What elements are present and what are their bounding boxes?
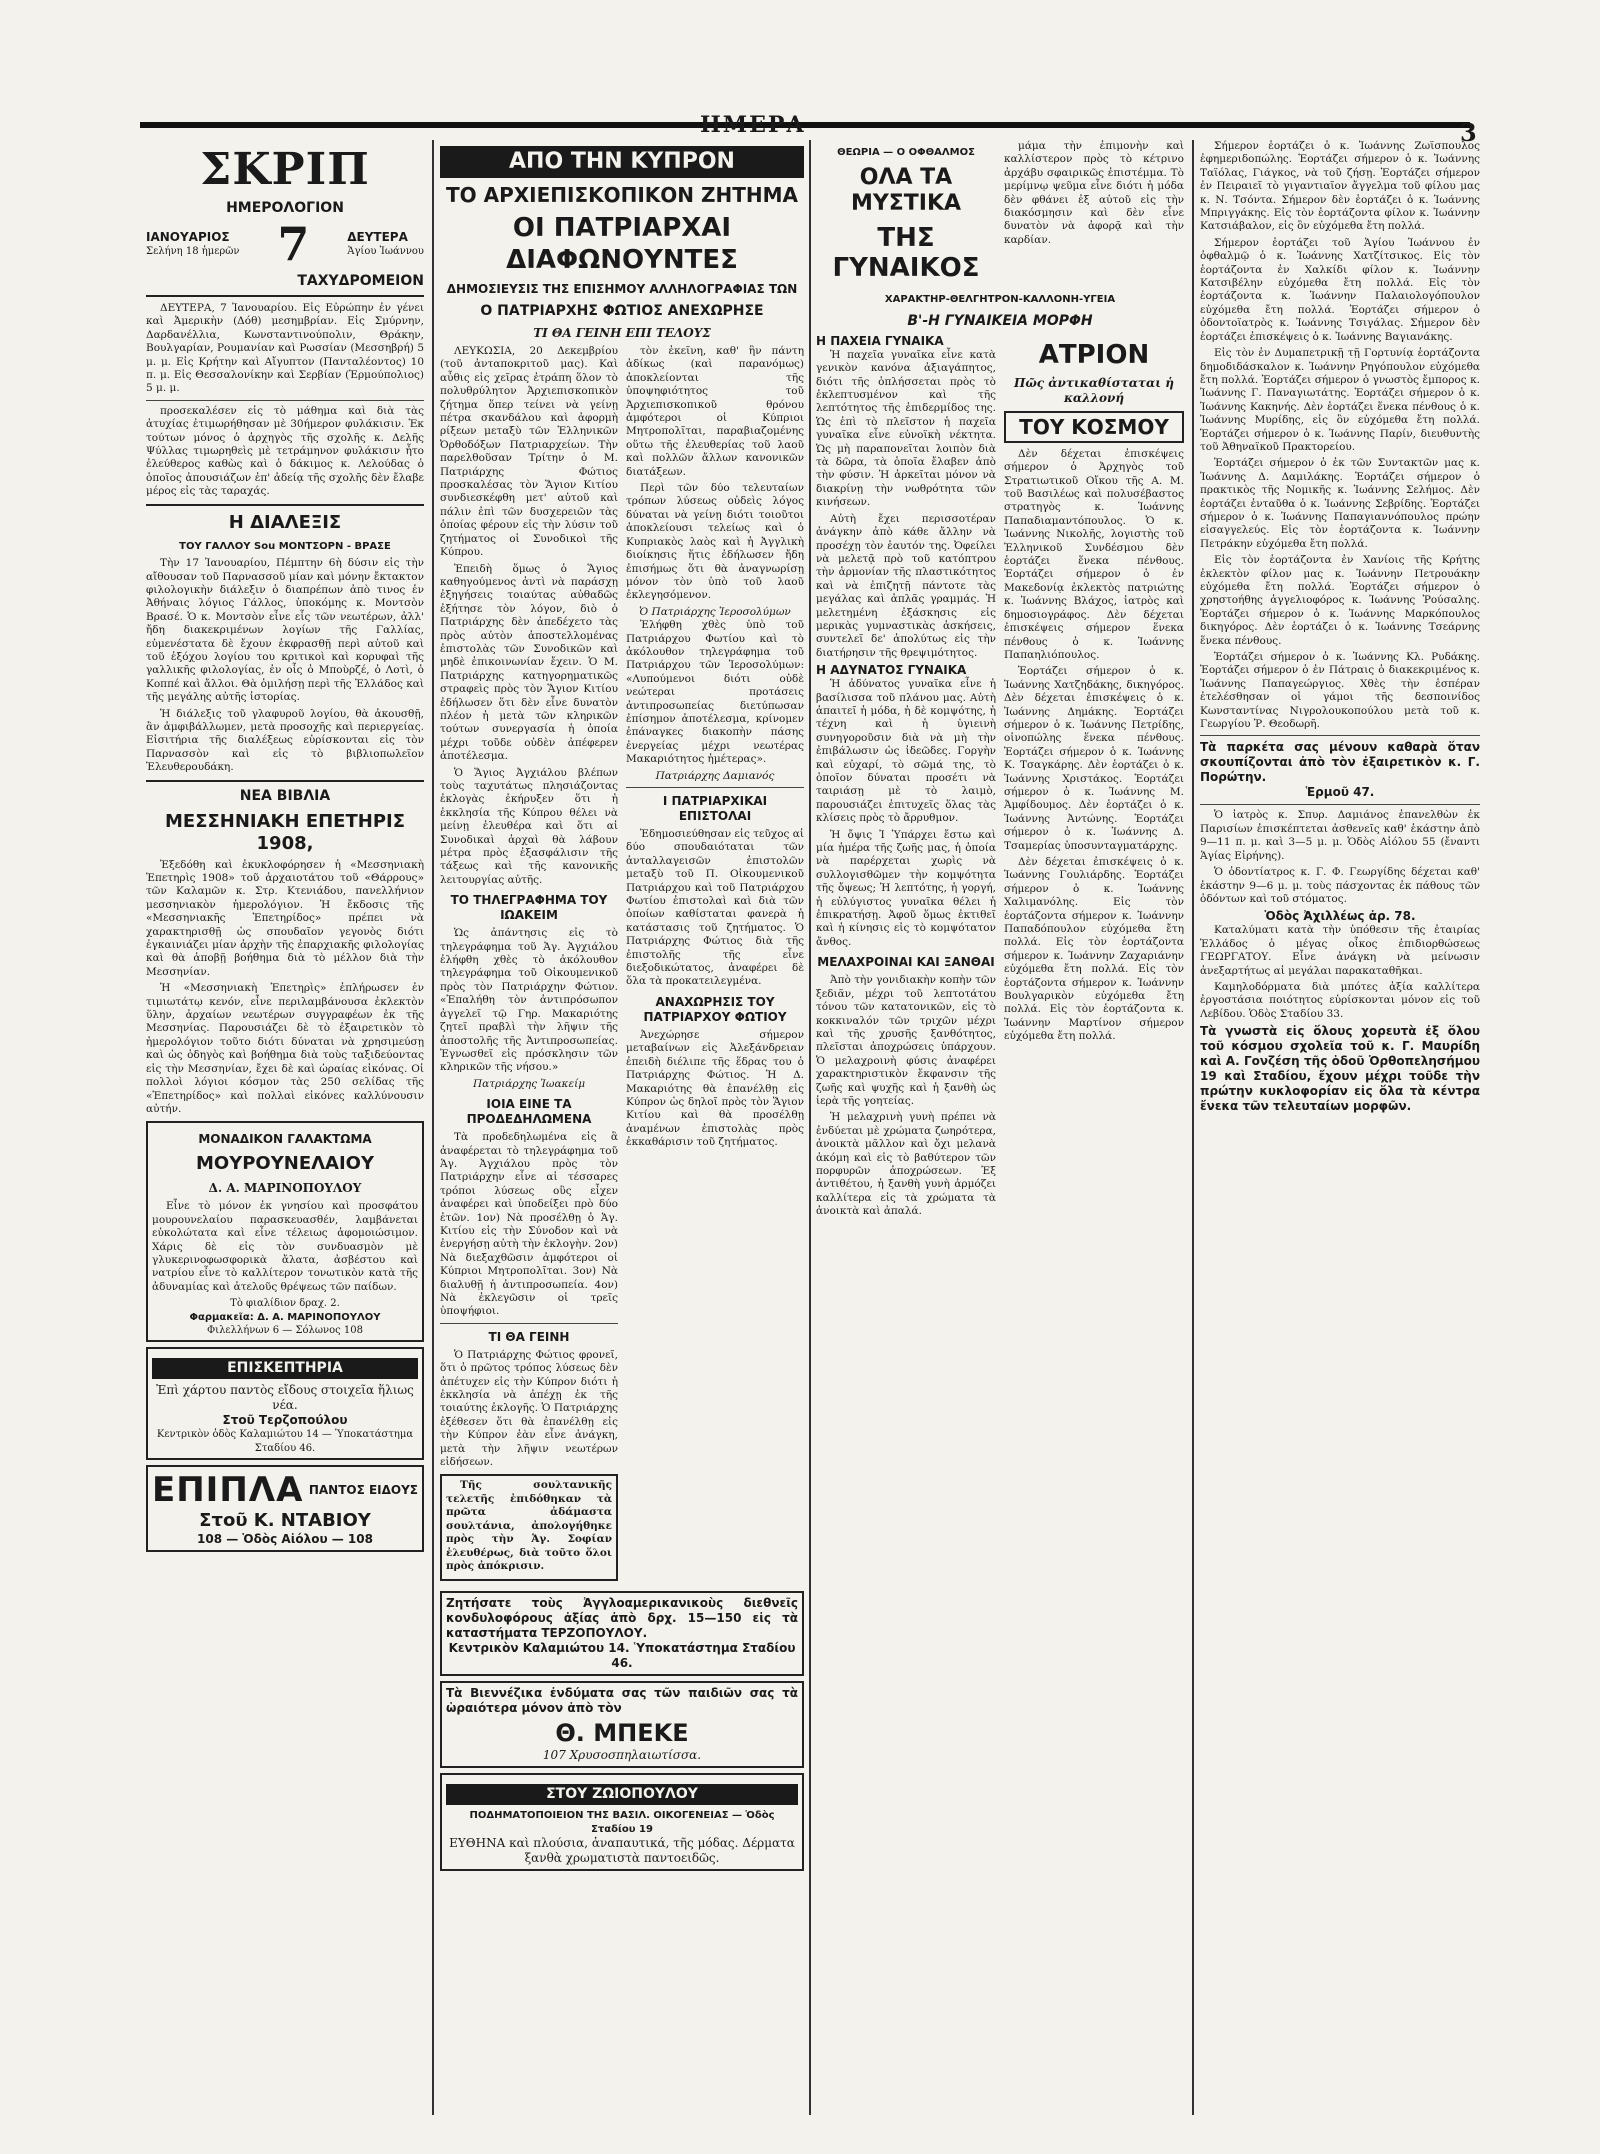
yearbook-text: Ἐξεδόθη καὶ ἐκυκλοφόρησεν ἡ «Μεσσηνιακὴ Ἐπετηρὶς 1908» τοῦ ἀρχαιοτάτου τοῦ «Θάρρους» τῶν Καλαμῶν κ. Στρ. Κτενιάδου, πανελλήνιον μεσσηνιακὸν ἡμερολόγιον. Ἡ ἔκδοσις τῆς «Μεσσηνιακῆς Ἐπετηρίδος» πρέπει νὰ χαρακτηρισθῇ ὡς σπουδαῖον γεγονὸς διότι ἐγκαινιάζει μίαν ἀρχὴν τῆς ἐπαρχιακῆς φιλολογίας καὶ θὰ ἀποβῇ βοήθημα διὰ τὸ μέλλον διὰ τὴν Μεσσηνίαν.: [146, 858, 424, 978]
column-divider: [1192, 140, 1194, 2115]
yearbook-title: ΜΕΣΣΗΝΙΑΚΗ ΕΠΕΤΗΡΙΣ 1908,: [164, 810, 406, 854]
furniture-address: 108 — Ὁδὸς Αἰόλου — 108: [197, 1532, 373, 1547]
dairy-name: ΜΟΥΡΟΥΝΕΛΑΙΟΥ: [195, 1153, 375, 1175]
head-strip: ΘΕΩΡΙΑ — Ο ΟΦΘΑΛΜΟΣ: [837, 147, 975, 158]
headline-3: ΔΗΜΟΣΙΕΥΣΙΣ ΤΗΣ ΕΠΙΣΗΜΟΥ ΑΛΛΗΛΟΓΡΑΦΙΑΣ ΤΩΝ: [446, 282, 798, 296]
column-divider: [809, 140, 811, 2115]
col4-text-11: Τὰ γνωστὰ εἰς ὅλους χορευτὰ ἐξ ὅλου τοῦ κόσμου σχολεῖα τοῦ κ. Γ. Μαυρίδη καὶ Α. Γονζέση τῆς ὁδοῦ Ὀρθοπελησήμου 19 καὶ Σταδίου, ἔχουν μέχρι τοῦδε τὴν πρώτην κυκλοφορίαν εἰς ὅλα τὰ κέντρα ἔνεκα τῶν τελευταίων μορφῶν.: [1200, 1024, 1480, 1114]
sec2-title: Η ΑΔΥΝΑΤΟΣ ΓΥΝΑΙΚΑ: [816, 663, 967, 678]
divider: [146, 504, 424, 506]
lecture-text: Τὴν 17 Ἰανουαρίου, Πέμπτην 6ὴ δύσιν εἰς τὴν αἴθουσαν τοῦ Παρνασσοῦ μίαν καὶ μόνην ἔκτακτον φιλολογικὴν διάλεξιν ὁ διαπρέπων ἀπὸ τινος ἐν Ἀθήναις λόγιος Γάλλος, ὑποκόμης κ. Μοντσὸν Βρασέ. Ὁ κ. Μοντσὸν εἶνε εἷς τῶν νεωτέρων, ἀλλ' ἤδη διακεκριμένων λογίων τῆς Γαλλίας, εὐμενέστατα δὲ ἔχουν ἐκφρασθῇ περὶ αὐτοῦ καὶ τοῦ ἐξόχου λογίου του κριτικοὶ καὶ κορυφαὶ τῆς γαλλικῆς φιλολογίας, ἐν οἷς ὁ Μποὺρζέ, ὁ Λοτὶ, ὁ Κοππέ καὶ ἄλλοι. Θὰ ὁμιλήσῃ περὶ τῆς Ἑλλάδος καὶ τῆς μεγάλης αὐτῆς ἱστορίας.: [146, 557, 424, 704]
col4-text-2: Σήμερον ἑορτάζει τοῦ Ἁγίου Ἰωάννου ἐν ὀφθαλμῷ ὁ κ. Ἰωάννης Χατζίτσικος. Εἰς τὸν ἑορτάζοντα ἐν Χαλκίδι φίλον κ. Ἰωάννην Κατσιβέλην εὐχόμεθα ἔτη πολλά. Εἰς τὸν ἑορτάζοντα κ. Ἰωάννην Παλαιολογόπουλον εὐχόμεθα ἔτη πολλά. Ἑορτάζει σήμερον ὁ ὀδοντοϊατρὸς κ. Ἰωάννης Τσιγάλας. Σήμερον δὲν ἑορτάζει ἐπισκέψεις ὁ κ. Ἰωάννης Βαγιανάκης.: [1200, 236, 1480, 343]
article-text-3: Ἐλήφθη χθὲς ὑπὸ τοῦ Πατριάρχου Φωτίου καὶ τὸ ἀκόλουθον τηλεγράφημα τοῦ Πατριάρχου τῶν Ἱεροσολύμων: «Λυπούμενοι διότι οὐδὲ νεώτεραι προτάσεις ἀντιπροσωπείας διετύπωσαν ἐπίσημον ἀποτέλεσμα, κρίνομεν ἐπάναγκες διακοπὴν πάσης ἐνεργείας μέχρι νεωτέρας Μακαριότητος ἡμέτερας».: [626, 619, 804, 766]
divider: [1200, 735, 1480, 736]
clothes-ad-address: 107 Χρυσοσπηλαιωτίσσα.: [542, 1748, 702, 1763]
column-1: [146, 140, 424, 2120]
post-title: ΤΑΧΥΔΡΟΜΕΙΟΝ: [297, 273, 424, 289]
article-column-b: [626, 345, 804, 1586]
telegram-signature: Πατριάρχης Ἰωακείμ: [472, 1077, 586, 1090]
telegram-title: ΤΟ ΤΗΛΕΓΡΑΦΗΜΑ ΤΟΥ ΙΩΑΚΕΙΜ: [450, 893, 608, 923]
dairy-ad: [146, 1121, 424, 1342]
women-subhead: ΧΑΡΑΚΤΗΡ-ΘΕΛΓΗΤΡΟΝ-ΚΑΛΛΟΝΗ-ΥΓΕΙΑ: [884, 294, 1116, 306]
sec1-title: Η ΠΑΧΕΙΑ ΓΥΝΑΙΚΑ: [816, 333, 944, 348]
col4-address-8: Ὁδὸς Ἀχιλλέως ἀρ. 78.: [1264, 909, 1416, 924]
women-headline-block: [816, 140, 996, 287]
furniture-shop: Στοῦ Κ. ΝΤΑΒΙΟΥ: [199, 1510, 371, 1532]
dairy-owner: Δ. Α. ΜΑΡΙΝΟΠΟΥΛΟΥ: [208, 1181, 362, 1196]
calendar-block: [146, 217, 424, 271]
calendar-day: 7: [277, 217, 310, 271]
col4-text-7: Ὁ ἰατρὸς κ. Σπυρ. Δαμιάνος ἐπανελθὼν ἐκ Παρισίων ἐπισκέπτεται ἀσθενεῖς καθ' ἑκάστην ἀπὸ 9—11 π. μ. καὶ 3—5 μ. μ. Ὁδὸς Αἰόλου 55 (ἔναντι Ἁγίας Εἰρήνης).: [1200, 809, 1480, 862]
page-number: 3: [1460, 118, 1477, 147]
pharmacy: Φαρμακεῖα: Δ. Α. ΜΑΡΙΝΟΠΟΥΛΟΥ: [189, 1311, 381, 1323]
society-text: Δὲν δέχεται ἐπισκέψεις σήμερον ὁ Ἀρχηγὸς τοῦ Στρατιωτικοῦ Οἴκου τῆς Α. Μ. τοῦ Βασιλέως καὶ πολυσέβαστος στρατηγὸς κ. Ἰωάννης Παπαδιαμαντόπουλος. Ὁ κ. Ἰωάννης Νικολῆς, λογιστὴς τοῦ Ἐλληνικοῦ Συνδέσμου δὲν ἑορτάζει ἕνεκα πένθους. Ἑορτάζει σήμερον ὁ ἐν Μακεδονίᾳ ἐκλεκτὸς πατριώτης κ. Ἰωάννης Βλάχος, ἰατρὸς καὶ δημοσιογράφος. Δὲν δέχεται ἐπισκέψεις σήμερον ἕνεκα πένθους ὁ κ. Ἰωάννης Παπαηλιόπουλος.: [1004, 447, 1184, 661]
col4-text-3: Εἰς τὸν ἐν Δυμαπετρικῇ τῇ Γορτυνίᾳ ἑορτάζοντα δημοδιδάσκαλον κ. Ἰωάννην Ρηγόπουλον εὐχόμεθα ἔτη πολλά. Ἑορτάζει σήμερον ὁ γνωστὸς ἔμπορος κ. Ἰωάννης Γ. Παναγιωτάτης. Ἑορτάζει σήμερον ὁ κ. Ἰωάννης Κακηνής. Δὲν ἑορτάζει ἕνεκα πένθους ὁ κ. Ἰωάννης Μυρίδης, εἰς ὃν εὐχόμεθα ἔτη πολλά. Ἑορτάζει σήμερον ὁ κ. Ἰωάννης Παρίν, διευθυντὴς τοῦ Ἀθηναϊκοῦ Πρακτορείου.: [1200, 347, 1480, 453]
col4-text-9: Καταλύματι κατὰ τὴν ὑπόθεσιν τῆς ἐταιρίας Ἑλλάδος ὁ μέγας οἶκος ἐπιδιορθώσεως ΓΕΩΡΓΑΤΟΥ. Εἶνε ἀνάγκη νὰ μείνωσιν ἀνεξαρτήτως αἱ μεγάλαι παρακαταθῆκαι.: [1200, 924, 1480, 977]
column-3: [816, 140, 1184, 2120]
lecture-title: Η ΔΙΑΛΕΞΙΣ: [228, 511, 342, 533]
furniture-subtitle: ΠΑΝΤΟΣ ΕΙΔΟΥΣ: [308, 1482, 418, 1497]
post-text: ΔΕΥΤΕΡΑ, 7 Ἰανουαρίου. Εἰς Εὐρώπην ἐν γένει καὶ Ἀμερικὴν (Δόθ) μεσημβρίαν. Εἰς Σμύρνην, Δαρδανέλλια, Κωνσταντινούπολιν, Θράκην, Βουλγαρίαν, Ρουμανίαν καὶ Ρωσσίαν (Μεσσηβρή) 5 μ. μ. Εἰς Κρήτην καὶ Αἴγυπτον (Πανταλέοντος) 10 π. μ. Εἰς Θεσσαλονίκην καὶ Σερβίαν (Ἑρμούπολιος) 5 μ. μ.: [146, 302, 424, 395]
column-divider: [432, 140, 434, 2115]
calendar-weekday: ΔΕΥΤΕΡΑ: [347, 229, 408, 244]
calendar-month: ΙΑΝΟΥΑΡΙΟΣ: [146, 229, 230, 244]
shoes-ad-text: ΕΥΘΗΝΑ καὶ πλούσια, ἀναπαυτικά, τῆς μόδας. Δέρματα ξανθὰ χρωματιστὰ παντοειδῶς.: [449, 1836, 795, 1866]
running-header: ΗΜΕΡΑ: [700, 112, 806, 138]
top-text-block: [1004, 140, 1184, 287]
column-4: [1200, 140, 1480, 2120]
cards-ad: [146, 1347, 424, 1460]
sec3-text: Ἀπὸ τὴν γονιδιακὴν κοπὴν τῶν ξεδιᾶν, μέχρι τοῦ λεπτοτάτου τόνου τῶν κατατονικῶν, εἰς τὸ κοκκιναλόν τῶν τριχῶν μέχρι καὶ τῆς χρυσῆς ξανθότητος, πλεῖσται ἀποχρώσεις ὑπάρχουν. Ὁ μελαχροινὴ φύσις ἀναφέρει χαρακτηριστικὸν ἔκφανσιν τῆς ζωῆς καὶ ψυχῆς καὶ ἡ ξανθὴ ὡς ἱερὰ τῆς γοητείας.: [816, 974, 996, 1107]
lead-text-3: Ὁ Ἅγιος Ἀγχιάλου βλέπων τοὺς ταχυτάτως πλησιάζοντας ἐκλογὰς ἐκήρυξεν ὅτι ἡ ἐκκλησία τῆς Κύπρου θέλει νὰ μείνῃ ἐλευθέρα καὶ ὅτι αἱ Συνοδικαὶ ἀρχαὶ θὰ λάβουν μέτρα πρὸς ἐξασφάλισιν τῆς τάξεως καὶ τῆς κανονικῆς λειτουργίας αὐτῆς.: [440, 766, 618, 886]
col4-text-8: Ὁ ὀδοντίατρος κ. Γ. Φ. Γεωργίδης δέχεται καθ' ἑκάστην 9—6 μ. μ. τοὺς πάσχοντας ἐκ πάθους τῶν ὀδόντων καὶ τοῦ στόματος.: [1200, 866, 1480, 905]
top-text: μάμα τὴν ἐπιμονὴν καὶ καλλίστερον πρὸς τὸ κέτρινο ἀρχάβυ σφαιρικῶς ἐπιστέμμα. Τὸ μερίμνῳ ψεῦμα εἶνε διότι ἡ μόδα δὲν φθάνει ἐξ αὐτοῦ εἰς τὴν διακόσμησιν καὶ δὲν εἶνε δυνατὸν νὰ ἀφορᾷ καὶ τὴν καρδίαν.: [1004, 140, 1184, 246]
shoes-ad-title: ΣΤΟΥ ΖΩΙΟΠΟΥΛΟΥ: [446, 1784, 798, 1805]
dairy-title: ΜΟΝΑΔΙΚΟΝ ΓΑΛΑΚΤΩΜΑ: [198, 1132, 372, 1147]
women-headline-1: ΟΛΑ ΤΑ ΜΥΣΤΙΚΑ: [850, 165, 962, 217]
atrion-title: ΑΤΡΙΟΝ: [1038, 339, 1150, 370]
pharmacy-address: Φιλελλήνων 6 — Σόλωνος 108: [206, 1324, 364, 1336]
parquet-ad: Τὰ παρκέτα σας μένουν καθαρὰ ὅταν σκουπίζονται ἀπὸ τὸν ἐξαιρετικὸν κ. Γ. Πορώτην.: [1200, 740, 1480, 785]
sec3-text-2: Ἡ μελαχρινὴ γυνὴ πρέπει νὰ ἐνδύεται μὲ χρώματα ζωηρότερα, ἀνοικτὰ μᾶλλον καὶ ὄχι μελανὰ ἀκόμη καὶ εἰς τὸ βαθύτερον τῶν πορφυρῶν ἀποχρώσεων. Ἐξ ἀντιθέτου, ἡ ξανθὴ γυνὴ ἀρμόζει καλλίτερα εἰς τὰ χρώματα τὰ ἀνοικτὰ καὶ ἀπαλά.: [816, 1111, 996, 1218]
sec1-text-2: Αὐτὴ ἔχει περισσοτέραν ἀνάγκην ἀπὸ κάθε ἄλλην νὰ προσέχῃ τὸν ἑαυτόν της. Ὀφείλει νὰ μελετᾷ πρὸ τοῦ κατόπτρου τὴν ἁρμονίαν τῆς πλαστικότητος καὶ νὰ ἐπιζητῇ πάντοτε τὰς μεγάλας καὶ ἁπλᾶς γραμμάς. Ἡ μελετημένη ἐξάσκησις εἰς μερικὰς γυμναστικὰς ἀσκήσεις, συντελεῖ δε' ἀπολύτως εἰς τὴν διατήρησιν τῆς θρεψιμότητος.: [816, 512, 996, 659]
shoes-ad-subtitle: ΠΟΔΗΜΑΤΟΠΟΙΕΙΟΝ ΤΗΣ ΒΑΣΙΛ. ΟΙΚΟΓΕΝΕΙΑΣ — Ὁδὸς Σταδίου 19: [469, 1810, 775, 1835]
shoes-ad: [440, 1773, 804, 1871]
dairy-text: Εἶνε τὸ μόνον ἐκ γνησίου καὶ προσφάτου μουρουνελαίου παρασκευασθέν, λαμβάνεται εὐκολώτατα καὶ εἶνε τέλειως ἀφομοιώσιμον. Χάρις δὲ εἰς τὸν συνδυασμὸν μὲ γλυκερινοφωσφορικὰ ἄλατα, ἀσβέστου καὶ νατρίου εἶνε τὸ καλλίτερον τονωτικὸν κατὰ τῆς ἀδυναμίας καὶ ἀτελοῦς θρέψεως τῶν παίδων.: [152, 1200, 418, 1293]
outcome-text: Ὁ Πατριάρχης Φώτιος φρονεῖ, ὅτι ὁ πρῶτος τρόπος λύσεως δὲν ἀπέτυχεν εἰς τὴν Κύπρον διότι ἡ ἐκκλησία νὰ ἀπέχῃ ἐκ τῆς τοιαύτης ἐκλογῆς. Ὁ Πατριάρχης ἐξέθεσεν ὅτι θὰ ἐπανέλθῃ εἰς τὴν Κύπρον ἐὰν εἶνε ἀνάγκη, μετὰ τὴν λῆψιν νεωτέρων εἰδήσεων.: [440, 1348, 618, 1469]
furniture-ad: [146, 1465, 424, 1552]
lecture-subtitle: ΤΟΥ ΓΑΛΛΟΥ Sou ΜΟΝΤΣΟΡΝ - ΒΡΑΣΕ: [179, 540, 391, 552]
col4-text-10: Καμηλοδόρματα διὰ μπότες ἀξία καλλίτερα ἐργοστάσια ποιότητος εὑρίσκονται μόνον εἰς τοῦ Λεβίδου. Ὁδὸς Σταδίου 33.: [1200, 980, 1480, 1020]
sec2-text-2: Ἡ ὄψις Ἰ Ὑπάρχει ἔστω καὶ μία ἡμέρα τῆς ζωῆς μας, ἡ ὁποία νὰ παρέρχεται χωρὶς νὰ συλλογισθῶμεν τὴν κομψότητα τῆς ὄψεως; Ἡ λεπτότης, ἡ γοργή, ἡ εὐλύγιστος γυναῖκα θέλει ἡ ἐπικρατήσῃ. Ἀφοῦ ὅμως ἐκτιθεῖ καὶ ἡ κίνησις εἰς τὸ κομψότατον ἄνθος.: [816, 828, 996, 948]
departure-text: Ἀνεχώρησε σήμερον μεταβαίνων εἰς Ἀλεξάνδρειαν ἐπειδὴ διέλιπε τῆς ἕδρας του ὁ Πατριάρχης Φώτιος. Ἡ Δ. Μακαριότης θὰ ἐπανέλθῃ εἰς Κύπρον ὡς δηλοῖ πρὸς τὸν Ἅγιον Κιτίου καὶ θὰ προσέλθῃ ἀναμένων ἐπιστολὰς πρὸς ἐκκαθάρισιν τοῦ ζητήματος.: [626, 1028, 804, 1149]
lecture-text-2: Ἡ διάλεξις τοῦ γλαφυροῦ λογίου, θὰ ἀκουσθῇ, ἂν ἀμφιβάλλωμεν, μετὰ προσοχῆς καὶ περιεργείας. Εἰσιτήρια τῆς διαλέξεως εὑρίσκονται εἰς τὸν Παρνασσὸν καὶ εἰς τὸ βιβλιοπωλεῖον Ἐλευθερουδάκη.: [146, 707, 424, 774]
col4-text-6: Ἑορτάζει σήμερον ὁ κ. Ἰωάννης Κλ. Ρυδάκης. Ἑορτάζει σήμερον ὁ ἐν Πάτραις ὁ διακεκριμένος κ. Ἰωάννης Παπαγεώργιος. Χθὲς τὴν ἑσπέραν ἐτελέσθησαν οἱ γάμοι τῆς δεσποινίδος Κωνσταντίνας Νιγρολουκοπούλου μετὰ τοῦ κ. Γεωργίου Ῥ. Θεοδωρῆ.: [1200, 651, 1480, 731]
kicker: ΑΠΟ ΤΗΝ ΚΥΠΡΟΝ: [440, 146, 804, 178]
divider: [146, 295, 424, 297]
divider: [626, 787, 804, 788]
women-subhead-2: Β'-Η ΓΥΝΑΙΚΕΙΑ ΜΟΡΦΗ: [907, 312, 1093, 329]
divider: [1200, 804, 1480, 805]
clothes-ad-text: Τὰ Βιεννέζικα ἐνδύματα σας τῶν παιδιῶν σας τὰ ὡραιότερα μόνον ἀπὸ τὸν: [446, 1686, 798, 1716]
lead-text-2: Ἐπειδὴ ὅμως ὁ Ἅγιος καθηγούμενος ἀντὶ νὰ παράσχῃ ἐξηγήσεις τοιαύτας αὐθαδῶς ἐξήτησε τὸν λόγον, διὸ ὁ Πατριάρχης δὲν ἀπεδέχετο τὰς πρὸς αὐτὸν ἀποστελλομένας ἐπιστολὰς τῶν Συνοδικῶν καὶ μηδὲ ἐπικοινωνίαν ἔχειν. Ὁ Μ. Πατριάρχης κατηγορηματικῶς στραφεὶς πρὸς τὸν Ἅγιον Κιτίου ἐδήλωσεν ὅτι δὲν εἶνε δυνατὸν πλέον ἡ μετὰ τῶν κληρικῶν τούτων συνεργασία ἡ ὁποία μέχρι τοῦδε οὐδὲν ἀπέφερεν ἀποτέλεσμα.: [440, 562, 618, 763]
outcome-title: ΤΙ ΘΑ ΓΕΙΝΗ: [488, 1329, 570, 1344]
col4-text-1: Σήμερον ἑορτάζει ὁ κ. Ἰωάννης Ζωϊσπουλος ἐφημεριδοπώλης. Ἑορτάζει σήμερον ὁ κ. Ἰωάννης Ταϊόλας, Γιάγκος, νὰ τοῦ ζήσῃ. Ἑορτάζει σήμερον ἐν Πειραιεῖ τὸ γιγαντιαῖον ἄγγελμα τοῦ φίλου μας κ. Ν. Τσόντα. Σήμερον δὲν ἑορτάζει ὁ κ. Ἰωάννης Μπριγγάκης. Εἰς τὸν ἑορτάζοντα φίλον κ. Ἰωάννην Κατσιάβαλον, εἰς ὃν εὐχόμεθα ἔτη πολλά.: [1200, 140, 1480, 233]
proposals-text: Τὰ προδεδηλωμένα εἰς ἃ ἀναφέρεται τὸ τηλεγράφημα τοῦ Ἁγ. Ἀγχιάλου πρὸς τὸν Πατριάρχην εἶνε αἱ τέσσαρες τρόποι λύσεως οὓς εἶχεν ἀναφέρει καὶ ὑποδείξει πρὸ δύο ἐτῶν. 1ον) Νὰ προσέλθῃ ὁ Ἁγ. Κιτίου εἰς τὴν Σύνοδον καὶ νὰ ἐνεργήσῃ αὐτὴ τὴν ἐκλογὴν. 2ον) Νὰ διεξαχθῶσιν ἀμφότεροι οἱ Κύπριοι Μητροπολῖται. 3ον) Νὰ διαλυθῇ ἡ ἀντιπροσωπεία. 4ον) Νὰ ἐκλεγῶσιν οἱ τρεῖς ὑποψήφιοι.: [440, 1131, 619, 1318]
clothes-ad: [440, 1681, 804, 1768]
article-signature: Ὁ Πατριάρχης Ἱεροσολύμων: [639, 605, 791, 618]
article-signature-2: Πατριάρχης Δαμιανός: [655, 769, 775, 782]
notice-box: [440, 1474, 618, 1581]
cards-text: Ἐπὶ χάρτου παντὸς εἴδους στοιχεῖα ἥλιως νέα.: [156, 1383, 414, 1413]
masthead-title: ΣΚΡΙΠ: [200, 144, 370, 195]
women-column-a: [816, 334, 996, 1222]
epistles-title: Ι ΠΑΤΡΙΑΡΧΙΚΑΙ ΕΠΙΣΤΟΛΑΙ: [662, 794, 768, 823]
atrion-subtitle: Πῶς ἀντικαθίσταται ἡ καλλονή: [1014, 375, 1174, 405]
headline-2: ΟΙ ΠΑΤΡΙΑΡΧΑΙ ΔΙΑΦΩΝΟΥΝΤΕΣ: [506, 213, 738, 275]
divider: [146, 780, 424, 782]
furniture-title: ΕΠΙΠΛΑ: [152, 1470, 304, 1511]
headline-1: ΤΟ ΑΡΧΙΕΠΙΣΚΟΠΙΚΟΝ ΖΗΤΗΜΑ: [446, 183, 798, 207]
society-title: ΤΟΥ ΚΟΣΜΟΥ: [1004, 411, 1184, 443]
article-text-2: Περὶ τῶν δύο τελευταίων τρόπων λύσεως οὐδεὶς λόγος δύναται νὰ γείνῃ διότι τοιοῦτοι ἀποκλείουσι τελείως καὶ ὁ Κυπριακὸς λαὸς καὶ ἡ Ἀγγλικὴ διοίκησις ἥτις ἐδήλωσεν ἤδη ἐπισήμως ὅτι θὰ ἀναγνωρίσῃ μόνον τὸν ὑπὸ τοῦ λαοῦ ἐκλεγησόμενον.: [626, 482, 804, 602]
telegram-text: Ὡς ἀπάντησις εἰς τὸ τηλεγράφημα τοῦ Ἁγ. Ἀγχιάλου ἐλήφθη χθὲς τὸ ἀκόλουθον τηλεγράφημα τοῦ Οἰκουμενικοῦ πρὸς τὸν Πατριάρχην Φώτιον. «Ἐπαλήθη τὸν ἀντιπρόσωπον ἀγγελεῖ τῷ Γηρ. Μακαριότης ζητεῖ πραβλὶ τὴν λῆψιν τῆς ἀποστολῆς τῆς Ἀντιπροσωπείας. Ἐγνωσθεῖ εἰς πρόσκλησιν τῶν κληρικῶν τῆς νήσου.»: [440, 927, 618, 1074]
yearbook-text-2: Ἡ «Μεσσηνιακὴ Ἐπετηρὶς» ἐπλήρωσεν ἐν τιμιωτάτῳ κενόν, εἶνε περιλαμβάνουσα ἐκλεκτὸν ὕλην, ἀρχαίων νεωτέρων συγγραφέων ἐκ τῆς Μεσσηνίας. Παρουσιάζει δὲ τὸ ἐξαιρετικὸν τὸ ἡμερολόγιον τοῦτο διότι δύναται νὰ χρησιμεύσῃ καὶ ὡς ὁδηγὸς καὶ βοήθημα διὰ τοὺς ταξιδεύοντας εἰς τὴν Μεσσηνίαν, ἔχει δὲ καὶ ὡραίας εἰκόνας. Οἱ πολλοὶ λόγιοι κόσμον τὰς 250 σελίδας τῆς «Ἐπετηρίδος» καὶ πολλαὶ εἰκόνες καλλύνουσιν αὐτήν.: [146, 982, 424, 1115]
proposals-title: ΙΟΙΑ ΕΙΝΕ ΤΑ ΠΡΟΔΕΔΗΛΩΜΕΝΑ: [466, 1097, 592, 1127]
sec1-text: Ἡ παχεῖα γυναῖκα εἶνε κατὰ γενικὸν κανόνα ἀξιαγάπητος, διότι τῆς ὁπλήσσεται πρὸς τὸ ἐκλεπτυσμένον καὶ τῆς λεπτότητος τῆς ἐπιδερμίδος της. Ὡς ἐπὶ τὸ πλεῖστον ἡ παχεῖα γυναῖκα εἶνε εὐνοϊκὴ νέκτητα. Ὡς μὴ παραπονεῖται λοιπὸν διὰ τὰ δῶρα, τὰ ὁποῖα ἔλαβεν ἀπὸ τὴν φύσιν. Ἡ ἀρκεῖται μόνον νὰ διακρίνῃ τὴν νωθρότητα τῶν κινήσεων.: [816, 348, 996, 509]
pens-ad-address: Κεντρικὸν Καλαμιώτου 14. Ὑποκατάστημα Σταδίου 46.: [448, 1641, 796, 1671]
pens-ad: [440, 1591, 804, 1676]
cards-shop: Στοῦ Τερζοπούλου: [222, 1413, 348, 1428]
intro-text: προσεκαλέσεν εἰς τὸ μάθημα καὶ διὰ τὰς ἀτυχίας ἐτιμωρήθησαν μὲ 30ήμερον φυλάκισιν. Ἐκ τούτων μόνος ὁ ἀρχηγὸς τῆς σχολῆς κ. Δελῆς Ψύλλας τιμωρηθεὶς μὲ τετράμηνον φυλάκισιν ἦτο ἐλεύθερος καθὼς καὶ ὁ δάκιμος κ. Λελούδας ὁ ὁποῖος ἀπουσιάζων ἐπ' ἀδείᾳ τῆς σχολῆς δὲν ἔλαβε μέρος εἰς τὰς ταραχάς.: [146, 404, 424, 498]
cards-address: Κεντρικὸν ὁδὸς Καλαμιώτου 14 — Ὑποκατάστημα Σταδίου 46.: [156, 1429, 414, 1454]
col4-text-4: Ἑορτάζει σήμερον ὁ ἐκ τῶν Συντακτῶν μας κ. Ἰωάννης Δ. Δαμιλάκης. Ἑορτάζει σήμερον ὁ πρακτικὸς τῆς Νομικῆς κ. Ἰωάννης Σελήμος. Δὲν ἑορτάζει ἐνταῦθα ὁ κ. Ἰωάννης Σεβρίδης. Ἑορτάζει σήμερον ὁ κ. Ἰωάννης Παπαγιαννόπουλος πρώην εἰσαγγελεύς. Εἰς τὸν ἑορτάζοντα κ. Ἰωάννην Πετράκην εὐχόμεθα ἔτη πολλά.: [1200, 457, 1480, 550]
divider: [146, 400, 424, 401]
clothes-ad-name: Θ. ΜΠΕΚΕ: [555, 1719, 689, 1748]
column-2: [440, 140, 804, 2120]
article-column-a: [440, 345, 618, 1586]
calendar-title: ΗΜΕΡΟΛΟΓΙΟΝ: [226, 200, 344, 216]
calendar-moon: Σελήνη 18 ἡμερῶν: [146, 245, 240, 257]
article-body: [440, 345, 804, 1586]
lead-text: ΛΕΥΚΩΣΙΑ, 20 Δεκεμβρίου (τοῦ ἀνταποκριτοῦ μας). Καὶ αὖθις εἰς χεῖρας ἐτράπη ὅλον τὸ πολυθρύλητον Ἀρχιεπισκοπικὸν ζήτημα ὅπερ τείνει νὰ γείνῃ πέτρα σκανδάλου καὶ ἀφορμὴ ρίξεων μεταξὺ τῶν Ἑλληνικῶν Ὀρθοδόξων Πατριαρχείων. Τὴν παρελθοῦσαν Τρίτην ὁ Μ. Πατριάρχης Φώτιος προσκαλέσας τὸν Ἅγιον Κιτίου συνδιεσκέφθη μετ' αὐτοῦ καὶ πάλιν ἐπὶ τῶν δυσχερειῶν τὰς ὁποίας φέρουν εἰς τὴν λύσιν τοῦ ζητήματος οἱ Συνοδικοὶ τῆς Κύπρου.: [440, 345, 618, 559]
notice-text: Τῆς σουλτανικῆς τελετῆς ἐπιδόθηκαν τὰ πρῶτα ἀδάμαστα σουλτάνια, ἀπολογήθηκε πρὸς τὴν Ἁγ. Σοφίαν ἐλευθέρως, διὰ τοῦτο ὅλοι πρὸς ἀπόκρισιν.: [446, 1479, 612, 1572]
society-text-2: Ἑορτάζει σήμερον ὁ κ. Ἰωάννης Χατζηδάκης, δικηγόρος. Δὲν δέχεται ἐπισκέψεις ὁ κ. Ἰωάννης Δημάκης. Ἑορτάζει σήμερον ὁ κ. Ἰωάννης Πετρίδης, οἰνοπώλης ἕνεκα πένθους. Ἑορτάζει σήμερον ὁ κ. Ἰωάννης Κ. Τσαγκάρης. Δὲν ἑορτάζει ὁ κ. Ἰωάννης Χριστάκος. Ἑορτάζει σήμερον ὁ κ. Ἰωάννης Μ. Ἀμφίδουμος. Δὲν ἑορτάζει ὁ κ. Ἰωάννης Ἀντώνης. Ἑορτάζει σήμερον ὁ κ. Ἰωάννης Δ. Τσαμερίας ὑποσυνταγματάρχης.: [1004, 665, 1184, 852]
women-article-top: [816, 140, 1184, 287]
parquet-ad-address: Ἑρμοῦ 47.: [1305, 785, 1375, 800]
books-title: ΝΕΑ ΒΙΒΛΙΑ: [239, 787, 331, 804]
headline-5: ΤΙ ΘΑ ΓΕΙΝΗ ΕΠΙ ΤΕΛΟΥΣ: [533, 326, 711, 340]
women-headline-2: ΤΗΣ ΓΥΝΑΙΚΟΣ: [832, 223, 980, 284]
divider: [440, 1323, 618, 1324]
calendar-saint: Ἁγίου Ἰωάννου: [347, 245, 424, 257]
pens-ad-text: Ζητήσατε τοὺς Ἀγγλοαμερικανικοὺς διεθνεῖς κονδυλοφόρους ἀξίας ἀπὸ δρχ. 15—150 εἰς τὰ καταστήματα ΤΕΡΖΟΠΟΥΛΟΥ.: [446, 1596, 798, 1641]
cards-title: ΕΠΙΣΚΕΠΤΗΡΙΑ: [152, 1358, 418, 1379]
article-text: τὸν ἐκεῖνη, καθ' ἣν πάντη ἀδίκως (καὶ παρανόμως) ἀποκλείονται τῆς ὑποψηφιότητος τοῦ Ἀρχιεπισκοπικοῦ θρόνου ἀμφότεροι οἱ Κύπριοι Μητροπολῖται, παραβιαζομένης οὕτω τῆς ἐλευθερίας τοῦ λαοῦ καὶ πολλῶν ἄλλων κανονικῶν διατάξεων.: [626, 345, 804, 478]
epistles-text: Ἐδημοσιεύθησαν εἰς τεῦχος αἱ δύο σπουδαιόταται τῶν ἀνταλλαγεισῶν ἐπιστολῶν μεταξὺ τοῦ Π. Οἰκουμενικοῦ Πατριάρχου καὶ τοῦ Πατριάρχου Φωτίου ἐπιστολαὶ καὶ διὰ τῶν ὁποίων καθίσταται φανερὰ ἡ κατάστασις τοῦ ζητήματος. Ὁ Πατριάρχης Φώτιος διὰ τῆς ἐπιστολῆς τῆς εἶνε διεξοδικώτατος, ἀναφέρει δὲ ὅλα τὰ προκατειλεγμένα.: [626, 828, 804, 988]
sec3-title: ΜΕΛΑΧΡΟΙΝΑΙ ΚΑΙ ΞΑΝΘΑΙ: [817, 955, 995, 970]
col4-text-5: Εἰς τὸν ἑορτάζοντα ἐν Χανίοις τῆς Κρήτης ἐκλεκτὸν φίλον μας κ. Ἰωάννην Πετρουάκην εὐχόμεθα ἔτη πολλά. Ἑορτάζει σήμερον ὁ χρηστοήθης ἀγγελιοφόρος κ. Ἰωάννης Ῥούσαλης. Ἑορτάζει σήμερον ὁ κ. Ἰωάννης Μαρκόπουλος δικηγόρος. Δὲν ἑορτάζει ὁ κ. Ἰωάννης Τσεάρνης ἕνεκα πένθους.: [1200, 554, 1480, 647]
society-text-3: Δὲν δέχεται ἐπισκέψεις ὁ κ. Ἰωάννης Γουλιάρδης. Ἑορτάζει σήμερον ὁ κ. Ἰωάννης Χαλιμανόλης. Εἰς τὸν ἑορτάζοντα σήμερον κ. Ἰωάννην Παπαδόπουλον εὐχόμεθα ἔτη πολλά. Εἰς τὸν ἑορτάζοντα σήμερον κ. Ἰωάννην Ζαχαριάνην εὐχόμεθα ἔτη πολλά. Εἰς τὸν ἑορτάζοντα σήμερον κ. Ἰωάννην Βουλγαρικὸν εὐχόμεθα ἔτη πολλά. Εἰς τὸν ἑορτάζοντα κ. Ἰωάννην Μαρτίνον σήμερον εὐχόμεθα ἔτη πολλά.: [1004, 856, 1184, 1043]
departure-title: ΑΝΑΧΩΡΗΣΙΣ ΤΟΥ ΠΑΤΡΙΑΡΧΟΥ ΦΩΤΙΟΥ: [643, 994, 787, 1024]
women-article-body: [816, 334, 1184, 1222]
headline-4: Ο ΠΑΤΡΙΑΡΧΗΣ ΦΩΤΙΟΣ ΑΝΕΧΩΡΗΣΕ: [480, 303, 764, 319]
sec2-text: Ἡ ἀδύνατος γυναῖκα εἶνε ἡ βασίλισσα τοῦ πλάνου μας. Αὐτὴ ἀπαιτεῖ ἡ μόδα, ἡ δὲ κομψότης, ἡ τέχνη καὶ ἡ ὑγιεινὴ συνηγοροῦσιν διὰ νὰ μὴ τὴν ἐπιβάλωσιν ὡς ἰδεῶδες. Γοργὴν καὶ εὐχαρί, τὸ σῶμά της, τὸ ὁποῖον δύναται προσέτι νὰ ταιριάσῃ μὲ τὸ λαιμὸ, παρουσιάζει ἐπιτυχεῖς ὅλας τὰς κλίσεις πρὸς τὸ ἄρρυθμον.: [816, 678, 996, 825]
dairy-price: Τὸ φιαλίδιον δραχ. 2.: [230, 1298, 340, 1310]
women-column-b: [1004, 334, 1184, 1222]
